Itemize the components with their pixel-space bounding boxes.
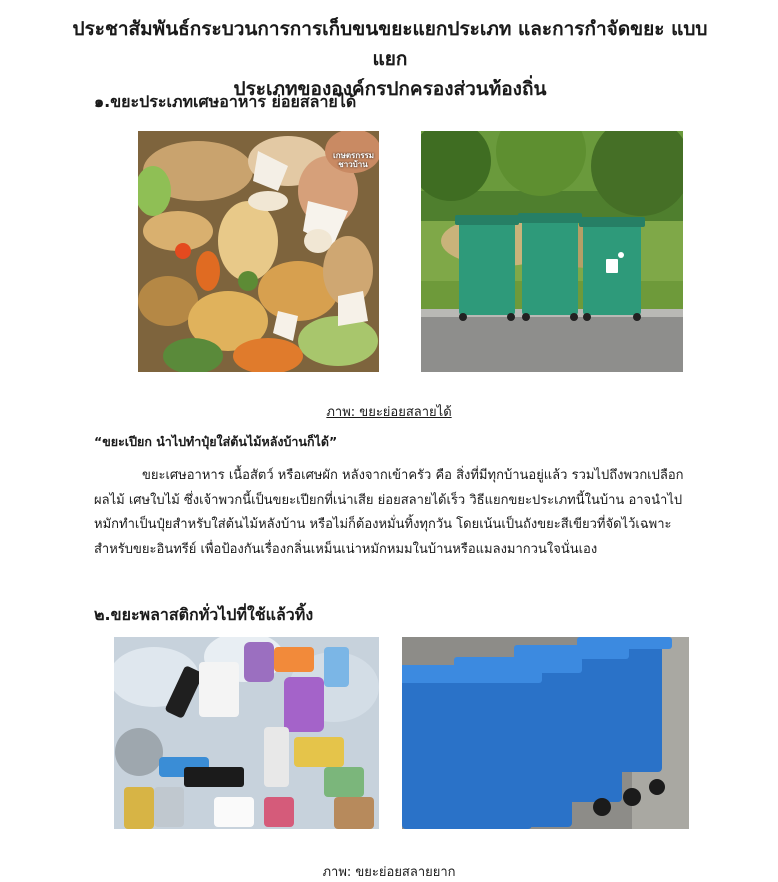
section-1-quote: “ขยะเปียก นำไปทำปุ๋ยใส่ต้นไม้หลังบ้านก็ได้”: [94, 434, 338, 449]
watermark-logo: เกษตรกรรม ชาวบ้าน: [333, 151, 375, 169]
food-scraps-photo: [138, 131, 379, 372]
blue-bins-photo: [402, 637, 689, 829]
paragraph-line: ผลไม้ เศษใบไม้ ซึ่งเจ้าพวกนี้เป็นขยะเปียกที่เน่าเสีย ย่อยสลายได้เร็ว วิธีแยกขยะประเภทนี้ในบ้าน อาจนำไป: [94, 492, 683, 508]
plastic-waste-photo: [114, 637, 379, 829]
section-2-heading: ๒.ขยะพลาสติกทั่วไปที่ใช้แล้วทิ้ง: [94, 605, 314, 624]
green-bins-illustration: [421, 131, 683, 372]
blue-bins-illustration: [402, 637, 689, 829]
caption-2: ภาพ: ขยะย่อยสลายยาก: [322, 865, 456, 880]
green-bins-photo: [421, 131, 683, 372]
paragraph-line: ขยะเศษอาหาร เนื้อสัตว์ หรือเศษผัก หลังจากเข้าครัว คือ สิ่งที่มีทุกบ้านอยู่แล้ว รวมไปถึงพวกเปลือก: [142, 468, 684, 483]
caption-1-text: ภาพ: ขยะย่อยสลายได้: [326, 405, 452, 420]
paragraph-line: หมักทำเป็นปุ๋ยสำหรับใส่ต้นไม้หลังบ้าน หรือไม่ก็ต้องหมั่นทิ้งทุกวัน โดยเน้นเป็นถังขยะสีเขียวที่จัดไว้เฉพาะ: [94, 517, 672, 532]
caption-1: [0, 401, 778, 422]
plastic-waste-illustration: [114, 637, 379, 829]
section-1-paragraph: [94, 464, 698, 562]
section-1-heading: ๑.ขยะประเภทเศษอาหาร ย่อยสลายได้: [94, 92, 357, 111]
page-title-line-1: ประชาสัมพันธ์กระบวนการการเก็บขนขยะแยกประเภท และการกำจัดขยะ แบบแยก: [72, 18, 708, 70]
page-title-line-2: ประเภทขององค์กรปกครองส่วนท้องถิ่น: [233, 78, 547, 100]
paragraph-line: สำหรับขยะอินทรีย์ เพื่อป้องกันเรื่องกลิ่นเหม็นเน่าหมักหมมในบ้านหรือแมลงมากวนใจนั่นเอง: [94, 541, 598, 557]
